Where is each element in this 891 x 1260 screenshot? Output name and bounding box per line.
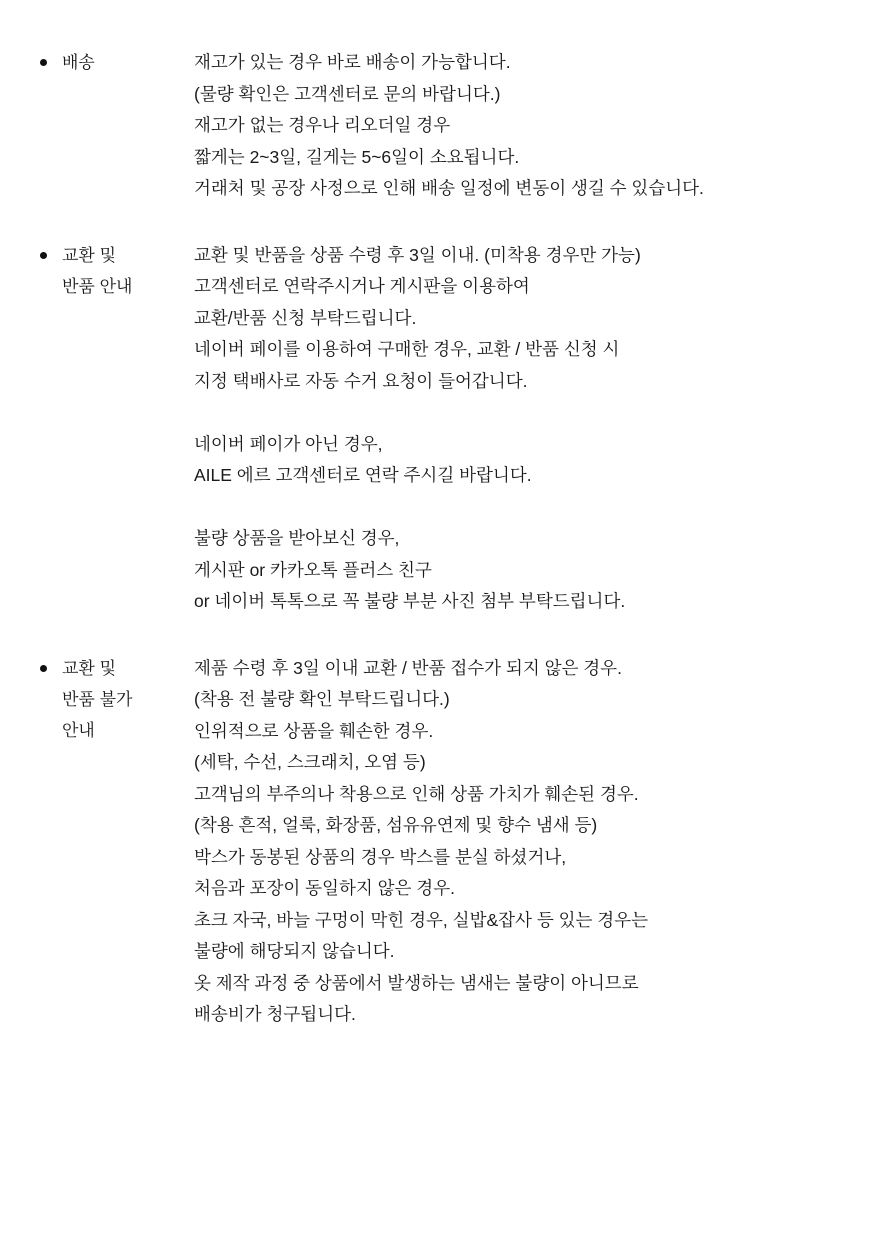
body-line: 고객님의 부주의나 착용으로 인해 상품 가치가 훼손된 경우. (194, 783, 639, 804)
body-line: 제품 수령 후 3일 이내 교환 / 반품 접수가 되지 않은 경우. (194, 657, 622, 678)
body-line: 옷 제작 과정 중 상품에서 발생하는 냄새는 불량이 아니므로 (194, 972, 639, 993)
bullet-icon (40, 665, 47, 672)
section-body-exchange-not-allowed (194, 652, 851, 1031)
body-line: (착용 흔적, 얼룩, 화장품, 섬유유연제 및 향수 냄새 등) (194, 815, 598, 835)
body-line: 배송비가 청구됩니다. (194, 1004, 356, 1024)
section-body-shipping (194, 46, 851, 205)
section-title-line: 반품 불가 (62, 689, 133, 709)
section-title-line: 반품 안내 (62, 276, 133, 296)
body-line: 짧게는 2~3일, 길게는 5~6일이 소요됩니다. (194, 146, 520, 167)
section-title-line: 교환 및 (62, 245, 116, 265)
body-line-spacer (194, 397, 851, 429)
body-line: 인위적으로 상품을 훼손한 경우. (194, 720, 434, 741)
section-title-exchange-return (62, 239, 194, 302)
bullet-marker-exchange-not-allowed (40, 652, 62, 672)
section-title-exchange-not-allowed (62, 652, 194, 746)
section-shipping (40, 46, 851, 205)
section-exchange-return (40, 239, 851, 618)
body-line: 거래처 및 공장 사정으로 인해 배송 일정에 변동이 생길 수 있습니다. (194, 178, 704, 198)
body-line: 고객센터로 연락주시거나 게시판을 이용하여 (194, 276, 530, 296)
body-line: 재고가 있는 경우 바로 배송이 가능합니다. (194, 52, 511, 72)
body-line: 처음과 포장이 동일하지 않은 경우. (194, 878, 455, 898)
body-line: 초크 자국, 바늘 구멍이 막힌 경우, 실밥&잡사 등 있는 경우는 (194, 909, 648, 930)
bullet-icon (40, 252, 47, 259)
body-line: or 네이버 톡톡으로 꼭 불량 부분 사진 첨부 부탁드립니다. (194, 591, 626, 611)
body-line: 재고가 없는 경우나 리오더일 경우 (194, 115, 451, 135)
body-line-spacer (194, 492, 851, 524)
body-line: 박스가 동봉된 상품의 경우 박스를 분실 하셨거나, (194, 846, 567, 867)
body-line: 교환 및 반품을 상품 수령 후 3일 이내. (미착용 경우만 가능) (194, 244, 641, 265)
body-line: 지정 택배사로 자동 수거 요청이 들어갑니다. (194, 370, 528, 391)
body-line: AILE 에르 고객센터로 연락 주시길 바랍니다. (194, 465, 532, 485)
body-line: 교환/반품 신청 부탁드립니다. (194, 307, 417, 328)
body-line: 네이버 페이가 아닌 경우, (194, 433, 383, 454)
bullet-marker-exchange-return (40, 239, 62, 259)
bullet-icon (40, 59, 47, 66)
body-line: (세탁, 수선, 스크래치, 오염 등) (194, 752, 426, 772)
section-exchange-not-allowed (40, 652, 851, 1031)
section-title-shipping (62, 46, 194, 78)
body-line: (물량 확인은 고객센터로 문의 바랍니다.) (194, 83, 501, 104)
body-line: 불량 상품을 받아보신 경우, (194, 528, 400, 548)
section-title-line: 안내 (62, 720, 95, 740)
section-title-line: 교환 및 (62, 658, 116, 678)
body-line: (착용 전 불량 확인 부탁드립니다.) (194, 689, 450, 709)
section-title-line: 배송 (62, 53, 95, 72)
body-line: 네이버 페이를 이용하여 구매한 경우, 교환 / 반품 신청 시 (194, 339, 620, 359)
section-body-exchange-return (194, 239, 851, 618)
body-line: 불량에 해당되지 않습니다. (194, 941, 395, 961)
body-line: 게시판 or 카카오톡 플러스 친구 (194, 559, 432, 580)
bullet-marker-shipping (40, 46, 62, 66)
